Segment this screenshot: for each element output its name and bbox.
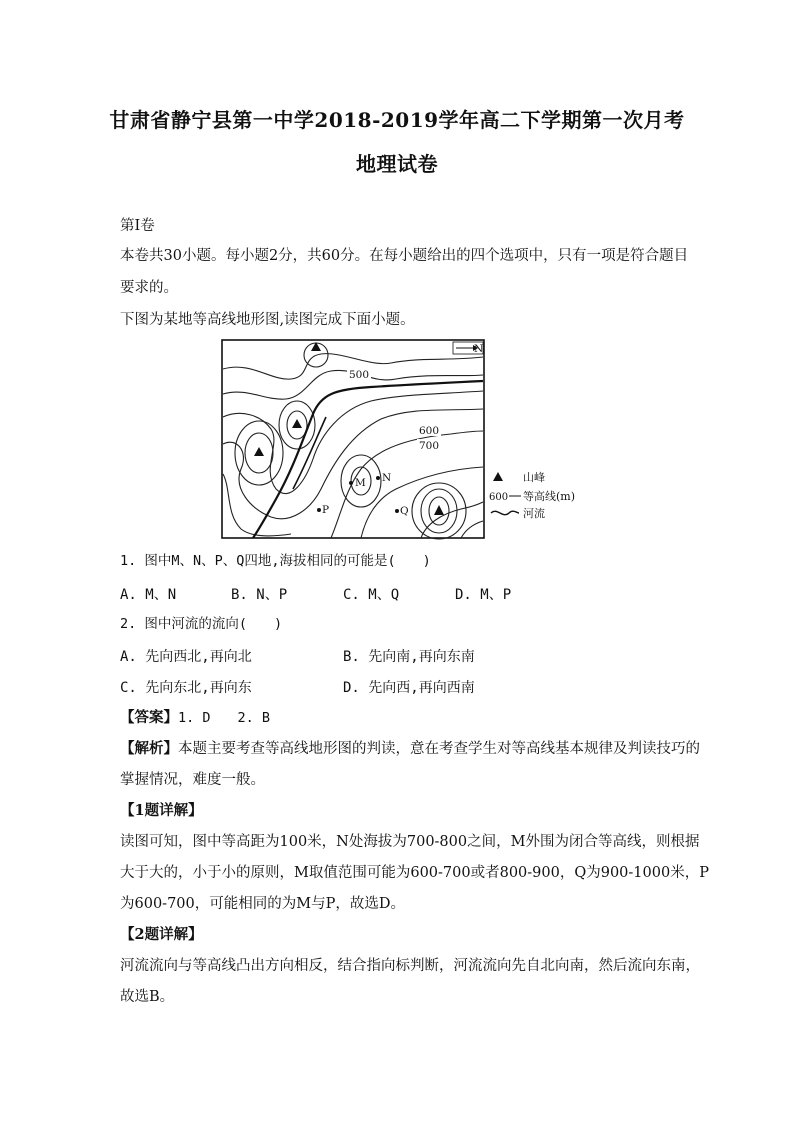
- point-p-label: P: [322, 504, 330, 516]
- point-n-label: N: [382, 472, 392, 484]
- legend-peak-icon: [493, 472, 503, 481]
- q2-option-b: B. 先向南,再向东南: [343, 649, 475, 665]
- q2-option-c: C. 先向东北,再向东: [120, 680, 252, 696]
- section-label: 第Ⅰ卷: [120, 218, 155, 234]
- detail1-label: 【1题详解】: [120, 802, 203, 819]
- q2-option-d: D. 先向西,再向西南: [343, 680, 475, 696]
- question-2-stem: 2. 图中河流的流向( ): [120, 616, 283, 632]
- detail2-line1: 河流流向与等高线凸出方向相反，结合指向标判断，河流流向先自北向南，然后流向东南，: [120, 958, 700, 974]
- legend-peak-label: 山峰: [523, 471, 545, 484]
- analysis-line2: 掌握情况，难度一般。: [120, 772, 265, 788]
- q1-option-d: D. M、P: [455, 587, 512, 603]
- point-q-dot: [395, 509, 399, 513]
- answer-label: 【答案】: [120, 709, 178, 726]
- contour-label-700: 700: [419, 440, 440, 452]
- point-q-label: Q: [400, 505, 409, 517]
- legend-contour-label: 等高线(m): [523, 490, 576, 503]
- q1-option-a: A. M、N: [120, 587, 177, 603]
- detail1-line2: 大于大的，小于小的原则，M取值范围可能为600-700或者800-900，Q为900-1000米，P: [120, 865, 709, 881]
- question-1-stem: 1. 图中M、N、P、Q四地,海拔相同的可能是( ): [120, 553, 431, 569]
- exam-title: 甘肃省静宁县第一中学2018-2019学年高二下学期第一次月考: [109, 108, 685, 132]
- analysis-label: 【解析】: [120, 740, 178, 757]
- map-intro: 下图为某地等高线地形图,读图完成下面小题。: [120, 312, 415, 328]
- instructions-line2: 要求的。: [120, 280, 178, 296]
- north-label: N: [474, 343, 484, 355]
- analysis-text-1: 本题主要考查等高线地形图的判读，意在考查学生对等高线基本规律及判读技巧的: [178, 741, 700, 757]
- q2-option-a: A. 先向西北,再向北: [120, 649, 252, 665]
- point-m-label: M: [355, 477, 366, 489]
- detail2-line2: 故选B。: [120, 989, 175, 1005]
- point-m-dot: [349, 481, 353, 485]
- detail1-line1: 读图可知，图中等高距为100米，N处海拔为700-800之间，M外围为闭合等高线，则根据: [120, 834, 700, 850]
- exam-subject: 地理试卷: [356, 152, 438, 176]
- legend-river-icon: [491, 511, 519, 515]
- contour-map-figure: [221, 339, 591, 541]
- q1-option-c: C. M、Q: [343, 587, 400, 603]
- legend-river-label: 河流: [523, 507, 545, 520]
- detail1-line3: 为600-700，可能相同的为M与P，故选D。: [120, 896, 405, 912]
- answer-line: [120, 708, 680, 728]
- q1-option-b: B. N、P: [231, 587, 288, 603]
- point-n-dot: [376, 476, 380, 480]
- analysis-line1: [120, 739, 700, 759]
- detail2-label: 【2题详解】: [120, 926, 203, 943]
- answer-text: 1. D 2. B: [178, 710, 271, 726]
- point-p-dot: [317, 508, 321, 512]
- instructions-line1: 本卷共30小题。每小题2分，共60分。在每小题给出的四个选项中，只有一项是符合题目: [120, 248, 689, 264]
- contour-label-600: 600: [419, 425, 440, 437]
- legend-contour-value: 600: [489, 492, 509, 503]
- contour-label-500: 500: [349, 369, 370, 381]
